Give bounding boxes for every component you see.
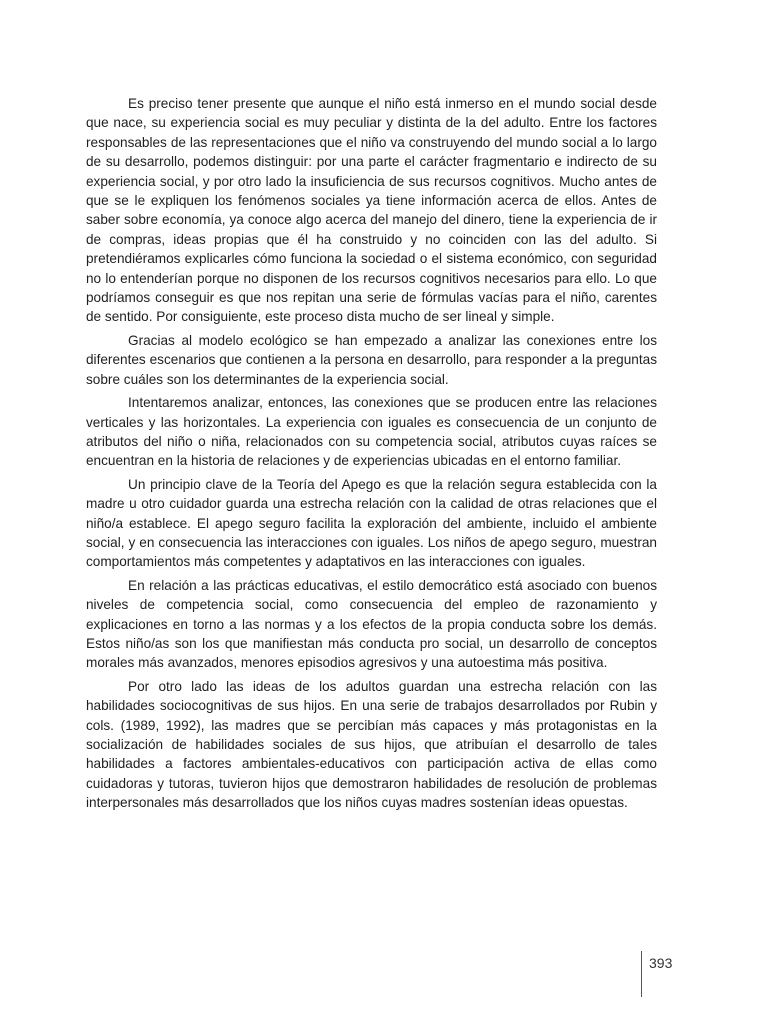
body-paragraph: Por otro lado las ideas de los adultos guardan una estrecha relación con las habilidades sociocognitivas de sus hijos. En una serie de trabajos desarrollados por Rubin y cols. (1989, 1992), las madres que se percibían más capaces y más protagonistas en la socialización de habilidades sociales de sus hijos, que atribuían el desarrollo de tales habilidades a factores ambientales-educativos con participación activa de ellas como cuidadoras y tutoras, tuvieron hijos que demostraron habilidades de resolución de problemas interpersonales más desarrollados que los niños cuyas madres sostenían ideas opuestas. (86, 678, 657, 811)
page-body (86, 94, 657, 817)
body-paragraph: Intentaremos analizar, entonces, las conexiones que se producen entre las relaciones verticales y las horizontales. La experiencia con iguales es consecuencia de un conjunto de atributos del niño o niña, relacionados con su competencia social, atributos cuyas raíces se encuentran en la historia de relaciones y de experiencias ubicadas en el entorno familiar. (86, 395, 657, 469)
body-paragraph: Un principio clave de la Teoría del Apego es que la relación segura establecida con la madre u otro cuidador guarda una estrecha relación con la calidad de otras relaciones que el niño/a establece. El apego seguro facilita la exploración del ambiente, incluido el ambiente social, y en consecuencia las interacciones con iguales. Los niños de apego seguro, muestran comportamientos más competentes y adaptativos en las interacciones con iguales. (86, 476, 657, 570)
body-paragraph: Gracias al modelo ecológico se han empezado a analizar las conexiones entre los diferentes escenarios que contienen a la persona en desarrollo, para responder a la preguntas sobre cuáles son los determinantes de la experiencia social. (86, 332, 657, 387)
folio-divider (641, 951, 642, 997)
body-paragraph: En relación a las prácticas educativas, el estilo democrático está asociado con buenos niveles de competencia social, como consecuencia del empleo de razonamiento y explicaciones en torno a las normas y a los efectos de la propia conducta sobre los demás. Estos niño/as son los que manifiestan más conducta pro social, un desarrollo de conceptos morales más avanzados, menores episodios agresivos y una autoestima más positiva. (86, 577, 657, 671)
body-paragraph: Es preciso tener presente que aunque el niño está inmerso en el mundo social desde que nace, su experiencia social es muy peculiar y distinta de la del adulto. Entre los factores responsables de las representaciones que el niño va construyendo del mundo social a lo largo de su desarrollo, podemos distinguir: por una parte el carácter fragmentario e indirecto de su experiencia social, y por otro lado la insuficiencia de sus recursos cognitivos. Mucho antes de que se le expliquen los fenómenos sociales ya tiene información acerca de ellos. Antes de saber sobre economía, ya conoce algo acerca del manejo del dinero, tiene la experiencia de ir de compras, ideas propias que él ha construido y no coinciden con las del adulto. Si pretendiéramos explicarles cómo funciona la sociedad o el sistema económico, con seguridad no lo entenderían porque no disponen de los recursos cognitivos necesarios para ello. Lo que podríamos conseguir es que nos repitan una serie de fórmulas vacías para el niño, carentes de sentido. Por consiguiente, este proceso dista mucho de ser lineal y simple. (86, 96, 657, 325)
page-number: 393 (649, 955, 673, 971)
